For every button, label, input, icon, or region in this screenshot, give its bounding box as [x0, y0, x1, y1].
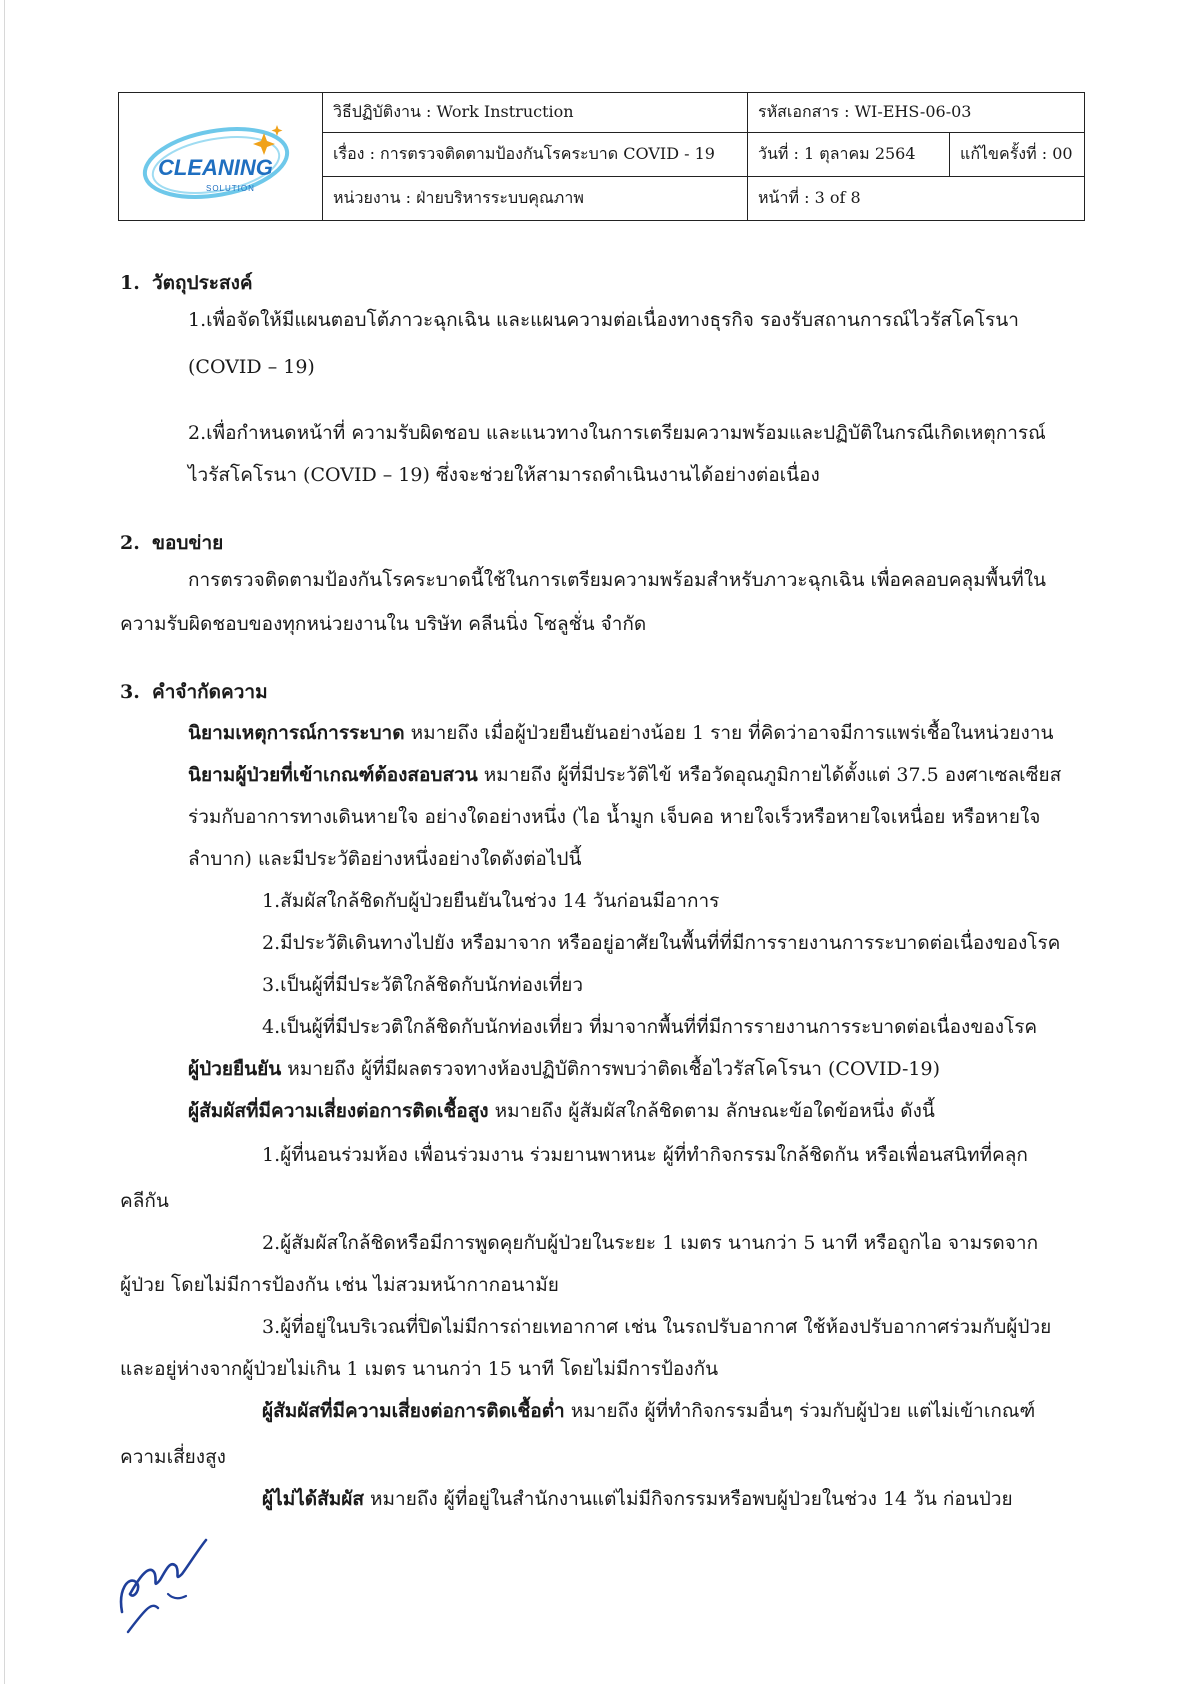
page-edge: [4, 0, 5, 1684]
document-header: [118, 92, 1085, 221]
def-text: หมายถึง ผู้ที่มีประวัติไข้ หรือวัดอุณภูมิกายได้ตั้งแต่ 37.5 องศาเซลเซียส: [477, 764, 1062, 786]
logo-brand-word: CLEANING: [157, 154, 273, 180]
s2-line1: การตรวจติดตามป้องกันโรคระบาดนี้ใช้ในการเตรียมความพร้อมสำหรับภาวะฉุกเฉิน เพื่อคลอบคลุมพื้นที่ใน: [188, 569, 1046, 591]
def-low-risk: [262, 1398, 1035, 1424]
section-title: วัตถุประสงค์: [152, 272, 253, 294]
doc-revision: แก้ไขครั้งที่ : 00: [950, 133, 1085, 177]
def-text: หมายถึง เมื่อผู้ป่วยยืนยันอย่างน้อย 1 ราย ที่คิดว่าอาจมีการแพร่เชื้อในหน่วยงาน: [404, 722, 1054, 744]
def-text: หมายถึง ผู้ที่ทำกิจกรรมอื่นๆ ร่วมกับผู้ป่วย แต่ไม่เข้าเกณฑ์: [564, 1400, 1036, 1422]
def-high-risk-item1-cont: คลีกัน: [120, 1190, 169, 1212]
def-text: หมายถึง ผู้ที่มีผลตรวจทางห้องปฏิบัติการพบว่าติดเชื้อไวรัสโคโรนา (COVID-19): [281, 1058, 941, 1080]
def-term: ผู้สัมผัสที่มีความเสี่ยงต่อการติดเชื้อต่ำ: [262, 1400, 565, 1422]
s1-p1-line1: 1.เพื่อจัดให้มีแผนตอบโต้ภาวะฉุกเฉิน และแผนความต่อเนื่องทางธุรกิจ รองรับสถานการณ์ไวรัสโคโรนา: [188, 309, 1019, 331]
def-pui-item2: 2.มีประวัติเดินทางไปยัง หรือมาจาก หรืออยู่อาศัยในพื้นที่ที่มีการรายงานการระบาดต่อเนื่องของโรค: [262, 932, 1061, 954]
def-term: ผู้ป่วยยืนยัน: [188, 1058, 282, 1080]
s2-line2: ความรับผิดชอบของทุกหน่วยงานใน บริษัท คลีนนิ่ง โซลูชั่น จำกัด: [120, 613, 647, 635]
doc-date: วันที่ : 1 ตุลาคม 2564: [748, 133, 950, 177]
s1-p2-line2: ไวรัสโคโรนา (COVID – 19) ซึ่งจะช่วยให้สามารถดำเนินงานได้อย่างต่อเนื่อง: [188, 464, 820, 486]
def-high-risk-item2: 2.ผู้สัมผัสใกล้ชิดหรือมีการพูดคุยกับผู้ป่วยในระยะ 1 เมตร นานกว่า 5 นาที หรือถูกไอ จามรดจาก: [262, 1232, 1039, 1254]
def-no-contact: [262, 1486, 1013, 1512]
def-text: หมายถึง ผู้สัมผัสใกล้ชิดตาม ลักษณะข้อใดข้อหนึ่ง ดังนี้: [488, 1100, 935, 1122]
def-pui-item3: 3.เป็นผู้ที่มีประวัติใกล้ชิดกับนักท่องเที่ยว: [262, 974, 584, 996]
def-text: หมายถึง ผู้ที่อยู่ในสำนักงานแต่ไม่มีกิจกรรมหรือพบผู้ป่วยในช่วง 14 วัน ก่อนป่วย: [363, 1488, 1013, 1510]
def-low-risk-cont: ความเสี่ยงสูง: [120, 1446, 226, 1468]
def-high-risk-item1: 1.ผู้ที่นอนร่วมห้อง เพื่อนร่วมงาน ร่วมยานพาหนะ ผู้ที่ทำกิจกรรมใกล้ชิดกัน หรือเพื่อนสนิทที่คลุก: [262, 1144, 1028, 1166]
page-number: หน้าที่ : 3 of 8: [748, 177, 1085, 221]
def-outbreak: [188, 720, 1053, 746]
s1-p1-line2: (COVID – 19): [188, 356, 315, 378]
wi-label: วิธีปฏิบัติงาน : Work Instruction: [323, 93, 748, 133]
def-high-risk-item2-cont: ผู้ป่วย โดยไม่มีการป้องกัน เช่น ไม่สวมหน้ากากอนามัย: [120, 1274, 559, 1296]
def-high-risk-item3: 3.ผู้ที่อยู่ในบริเวณที่ปิดไม่มีการถ่ายเทอากาศ เช่น ในรถปรับอากาศ ใช้ห้องปรับอากาศร่วมกับผู้ป่วย: [262, 1316, 1052, 1338]
def-term: ผู้สัมผัสที่มีความเสี่ยงต่อการติดเชื้อสูง: [188, 1100, 489, 1122]
def-pui-line3: ลำบาก) และมีประวัติอย่างหนึ่งอย่างใดดังต่อไปนี้: [188, 848, 582, 870]
def-high-risk: [188, 1098, 935, 1124]
section-2-heading: [120, 528, 223, 558]
def-pui-item1: 1.สัมผัสใกล้ชิดกับผู้ป่วยยืนยันในช่วง 14 วันก่อนมีอาการ: [262, 890, 720, 912]
logo-sub-word: SOLUTION: [205, 183, 255, 193]
section-number: 1.: [120, 272, 140, 294]
company-logo: [119, 93, 323, 221]
doc-code: รหัสเอกสาร : WI-EHS-06-03: [748, 93, 1085, 133]
def-high-risk-item3-cont: และอยู่ห่างจากผู้ป่วยไม่เกิน 1 เมตร นานกว่า 15 นาที โดยไม่มีการป้องกัน: [120, 1358, 719, 1380]
doc-unit: หน่วยงาน : ฝ่ายบริหารระบบคุณภาพ: [323, 177, 748, 221]
def-pui-item4: 4.เป็นผู้ที่มีประวติใกล้ชิดกับนักท่องเที่ยว ที่มาจากพื้นที่ที่มีการรายงานการระบาดต่อเนื่องของโรค: [262, 1016, 1038, 1038]
doc-subject: เรื่อง : การตรวจติดตามป้องกันโรคระบาด COVID - 19: [323, 133, 748, 177]
section-1-heading: [120, 268, 253, 298]
section-3-heading: [120, 677, 268, 707]
def-term: นิยามเหตุการณ์การระบาด: [188, 722, 405, 744]
section-title: คำจำกัดความ: [152, 681, 268, 703]
cleaning-logo-icon: [136, 105, 306, 205]
def-term: นิยามผู้ป่วยที่เข้าเกณฑ์ต้องสอบสวน: [188, 764, 478, 786]
section-number: 2.: [120, 532, 140, 554]
handwritten-signature-icon: [108, 1520, 218, 1640]
section-title: ขอบข่าย: [152, 532, 224, 554]
def-confirmed: [188, 1056, 940, 1082]
def-term: ผู้ไม่ได้สัมผัส: [262, 1488, 364, 1510]
def-pui: [188, 762, 1061, 788]
def-pui-line2: ร่วมกับอาการทางเดินหายใจ อย่างใดอย่างหนึ่ง (ไอ น้ำมูก เจ็บคอ หายใจเร็วหรือหายใจเหนื่อย หรือหายใจ: [188, 806, 1041, 828]
s1-p2-line1: 2.เพื่อกำหนดหน้าที่ ความรับผิดชอบ และแนวทางในการเตรียมความพร้อมและปฏิบัติในกรณีเกิดเหตุการณ์: [188, 422, 1046, 444]
section-number: 3.: [120, 681, 140, 703]
